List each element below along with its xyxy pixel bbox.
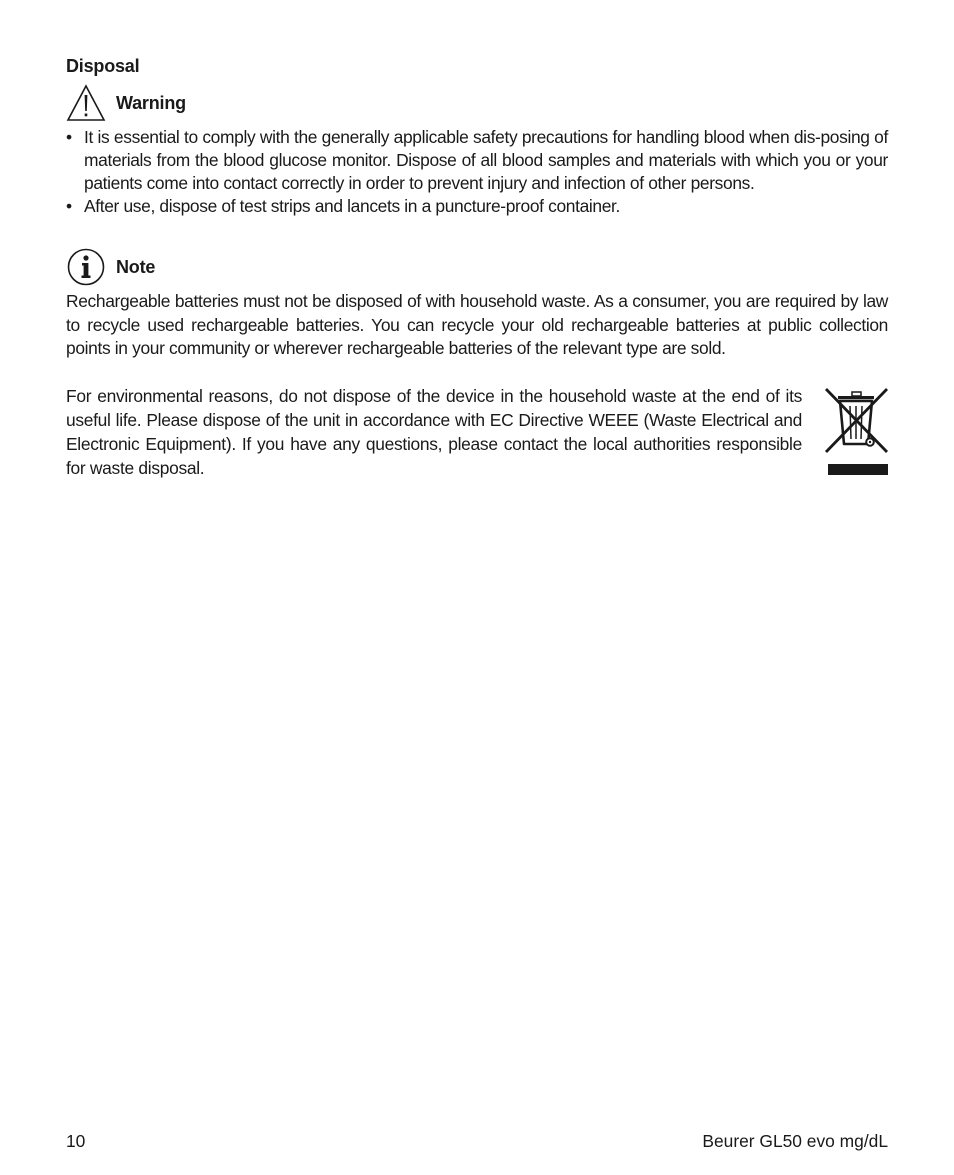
warning-list [66,126,888,218]
note-text: Rechargeable batteries must not be disposed of with household waste. As a consumer, you are required by law to recycle used rechargeable batteries. You can recycle your old rechargeable batteries at public collection points in your community or wherever rechargeable batteries of the relevant type are sold. [66,291,888,358]
info-icon [66,248,106,286]
warning-label: Warning [116,92,186,113]
footer-model: Beurer GL50 evo mg/dL [702,1131,888,1151]
note-callout [66,248,155,286]
warning-triangle-icon [66,84,106,122]
section-title: Disposal [66,56,140,76]
note-label: Note [116,256,156,277]
page-number: 10 [66,1131,86,1151]
list-item: • After use, dispose of test strips and lancets in a puncture-proof container. [66,195,888,218]
warning-callout [66,84,186,122]
weee-text: For environmental reasons, do not dispose of the device in the household waste at the end of its useful life. Please dispose of the unit in accordance with EC Directive WEEE (Waste Electrical and Electronic Equipment). If you have any questions, please contact the local authorities responsible for waste disposal. [66,386,802,478]
crossed-out-bin-icon [824,386,890,478]
list-item: • It is essential to comply with the generally applicable safety precautions for handling blood when dis-posing of materials from the blood glucose monitor. Dispose of all blood samples and materials with which you or your patients come into contact correctly in order to prevent injury and infection of other persons. [66,126,888,195]
